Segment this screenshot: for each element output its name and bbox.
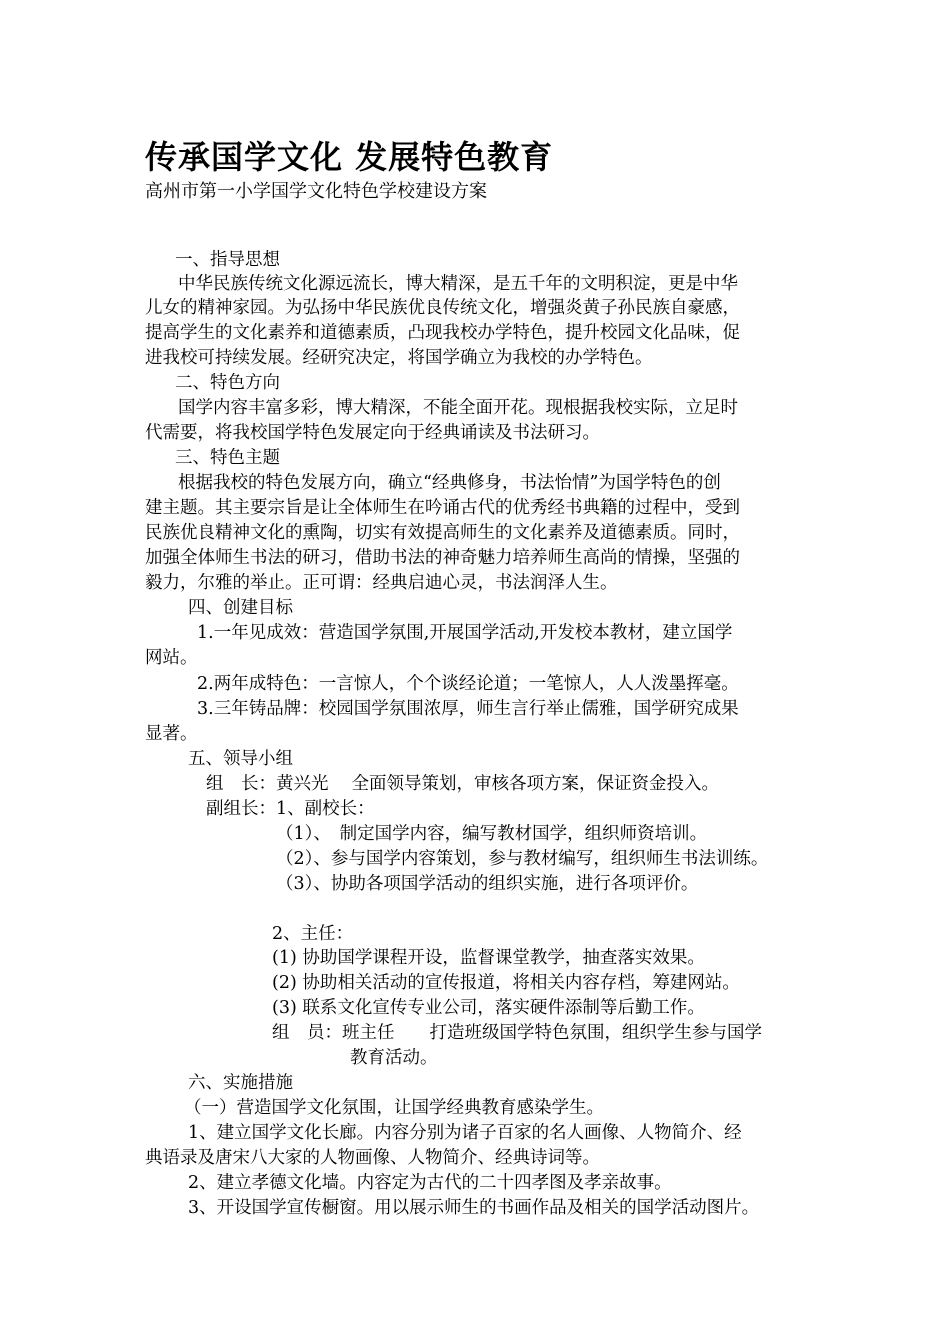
section-4-line: 2.两年成特色：一言惊人，个个谈经论道；一笔惊人，人人泼墨挥毫。 <box>197 674 739 694</box>
duty-item: (2) 协助相关活动的宣传报道，将相关内容存档，筹建网站。 <box>272 973 740 993</box>
section-4-line: 3.三年铸品牌：校园国学氛围浓厚，师生言行举止儒雅，国学研究成果 <box>197 699 739 719</box>
section-1-line: 进我校可持续发展。经研究决定，将国学确立为我校的办学特色。 <box>145 348 653 368</box>
section-3-line: 毅力，尔雅的举止。正可谓：经典启迪心灵，书法润泽人生。 <box>145 573 618 593</box>
section-4-line: 1.一年见成效：营造国学氛围,开展国学活动,开发校本教材，建立国学 <box>197 623 733 643</box>
section-3-line: 建主题。其主要宗旨是让全体师生在吟诵古代的优秀经书典籍的过程中，受到 <box>145 498 740 518</box>
section-6-line: 3、开设国学宣传橱窗。用以展示师生的书画作品及相关的国学活动图片。 <box>188 1198 760 1218</box>
section-4-heading: 四、创建目标 <box>188 598 293 618</box>
duty-item: (1) 协助国学课程开设，监督课堂教学，抽查落实效果。 <box>272 948 705 968</box>
leader-line: 组 长：黄兴光 全面领导策划，审核各项方案，保证资金投入。 <box>206 774 720 794</box>
section-1-line: 中华民族传统文化源远流长，博大精深，是五千年的文明积淀，更是中华 <box>178 274 738 294</box>
section-1-line: 提高学生的文化素养和道德素质，凸现我校办学特色，提升校园文化品味，促 <box>145 323 740 343</box>
section-1-heading: 一、指导思想 <box>175 250 280 270</box>
section-6-heading: 六、实施措施 <box>188 1073 293 1093</box>
section-5-heading: 五、领导小组 <box>188 749 293 769</box>
section-3-line: 加强全体师生书法的研习，借助书法的神奇魅力培养师生高尚的情操，坚强的 <box>145 548 740 568</box>
section-3-line: 民族优良精神文化的熏陶，切实有效提高师生的文化素养及道德素质。同时， <box>145 523 740 543</box>
section-6-line: 2、建立孝德文化墙。内容定为古代的二十四孝图及孝亲故事。 <box>188 1173 672 1193</box>
section-2-line: 国学内容丰富多彩，博大精深，不能全面开花。现根据我校实际，立足时 <box>178 398 738 418</box>
duty-item: （3）、协助各项国学活动的组织实施，进行各项评价。 <box>276 874 699 894</box>
section-2-heading: 二、特色方向 <box>175 373 280 393</box>
section-4-line: 网站。 <box>145 648 198 668</box>
section-6-line: 典语录及唐宋八大家的人物画像、人物简介、经典诗词等。 <box>145 1148 600 1168</box>
duty-item: （2）、参与国学内容策划，参与教材编写，组织师生书法训练。 <box>276 849 769 869</box>
document-subtitle: 高州市第一小学国学文化特色学校建设方案 <box>145 181 487 202</box>
duty-item: （1）、 制定国学内容，编写教材国学，组织师资培训。 <box>276 824 708 844</box>
document-title: 传承国学文化 发展特色教育 <box>145 138 554 176</box>
director-line: 2、主任： <box>272 924 354 944</box>
section-3-heading: 三、特色主题 <box>175 448 280 468</box>
member-line: 教育活动。 <box>350 1048 438 1068</box>
section-2-line: 代需要，将我校国学特色发展定向于经典诵读及书法研习。 <box>145 423 600 443</box>
section-1-line: 儿女的精神家园。为弘扬中华民族优良传统文化，增强炎黄子孙民族自豪感， <box>145 298 740 318</box>
duty-item: (3) 联系文化宣传专业公司，落实硬件添制等后勤工作。 <box>272 998 705 1018</box>
section-6-line: （一）营造国学文化氛围，让国学经典教育感染学生。 <box>184 1098 604 1118</box>
section-4-line: 显著。 <box>145 724 198 744</box>
member-line: 组 员：班主任 打造班级国学特色氛围，组织学生参与国学 <box>272 1023 762 1043</box>
deputy-leader-line: 副组长：1、副校长： <box>206 799 375 819</box>
section-3-line: 根据我校的特色发展方向，确立“经典修身，书法怡情”为国学特色的创 <box>178 473 721 493</box>
section-6-line: 1、建立国学文化长廊。内容分别为诸子百家的名人画像、人物简介、经 <box>188 1123 742 1143</box>
